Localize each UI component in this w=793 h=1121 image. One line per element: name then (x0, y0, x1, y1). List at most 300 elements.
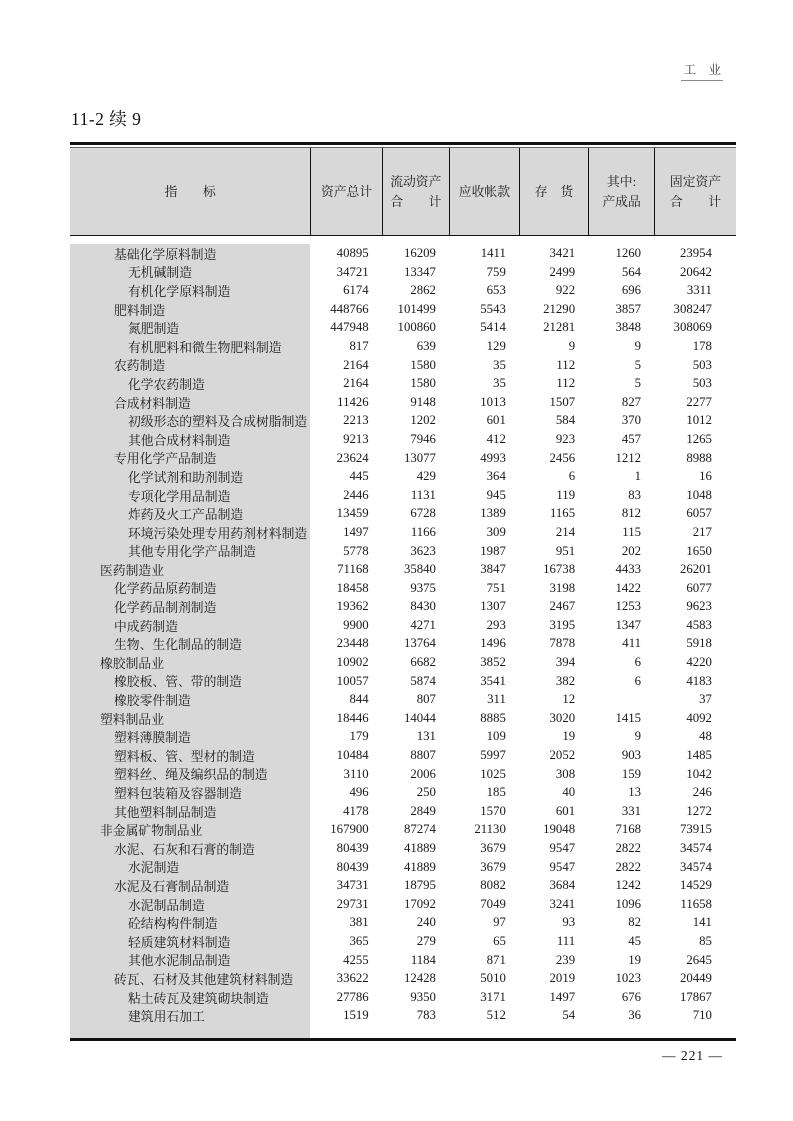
header-accounts-receivable: 应收帐款 (449, 148, 519, 235)
row-label: 专用化学产品制造 (70, 449, 310, 468)
table-row (70, 467, 736, 486)
row-value: 8082 (480, 878, 506, 893)
table-body (70, 236, 736, 1025)
row-label: 有机肥料和微生物肥料制造 (70, 337, 310, 356)
row-value: 447948 (330, 320, 369, 335)
row-value: 9375 (410, 580, 436, 595)
table-row (70, 727, 736, 746)
table-row (70, 393, 736, 412)
row-value: 7878 (549, 636, 576, 651)
row-label: 初级形态的塑料及合成树脂制造 (70, 411, 310, 430)
row-value: 309 (486, 524, 506, 539)
table-row (70, 542, 736, 561)
table-row (70, 1006, 736, 1025)
row-value: 1519 (343, 1008, 369, 1023)
row-value: 676 (621, 989, 642, 1004)
row-value: 71168 (337, 562, 369, 577)
row-value: 23954 (679, 246, 712, 260)
row-value: 1496 (480, 636, 506, 651)
row-value: 653 (486, 283, 506, 298)
table-row (70, 951, 736, 970)
row-label: 其他合成材料制造 (70, 430, 310, 449)
row-value: 503 (692, 376, 712, 391)
row-value: 16 (699, 469, 712, 484)
row-value: 308069 (673, 320, 712, 335)
row-value: 844 (349, 692, 369, 707)
row-value: 83 (628, 487, 642, 502)
row-value: 10902 (336, 655, 369, 670)
row-value: 119 (556, 487, 576, 502)
row-label: 塑料包装箱及容器制造 (70, 783, 310, 802)
row-value: 364 (486, 469, 506, 484)
row-value: 4092 (686, 710, 712, 725)
row-label: 化学药品制剂制造 (70, 597, 310, 616)
statistics-table (70, 142, 736, 1041)
row-value: 696 (621, 283, 642, 298)
row-value: 23448 (336, 636, 369, 651)
table-row (70, 895, 736, 914)
row-value: 6057 (686, 506, 712, 521)
row-value: 5 (634, 357, 642, 372)
row-value: 1023 (615, 971, 642, 986)
row-value: 3311 (686, 283, 712, 298)
row-value: 8430 (410, 599, 436, 614)
row-value: 445 (349, 469, 369, 484)
row-value: 601 (486, 413, 506, 428)
row-value: 3198 (549, 580, 576, 595)
row-label: 塑料薄膜制造 (70, 727, 310, 746)
row-value: 13459 (336, 506, 369, 521)
row-value: 141 (692, 915, 712, 930)
row-value: 1165 (549, 506, 576, 521)
row-value: 29731 (336, 896, 369, 911)
row-value: 5543 (480, 301, 506, 316)
row-value: 246 (692, 785, 712, 800)
row-label: 专项化学用品制造 (70, 486, 310, 505)
row-value: 13764 (403, 636, 436, 651)
row-value: 239 (555, 952, 576, 967)
row-value: 9547 (549, 859, 576, 874)
row-label: 轻质建筑材料制造 (70, 932, 310, 951)
row-value: 87274 (403, 822, 436, 837)
row-value: 1096 (615, 896, 642, 911)
table-row (70, 690, 736, 709)
row-value: 457 (621, 431, 642, 446)
row-label: 其他塑料制品制造 (70, 802, 310, 821)
row-label: 化学试剂和助剂制造 (70, 467, 310, 486)
row-label: 橡胶制品业 (70, 653, 310, 672)
row-value: 214 (555, 524, 576, 539)
row-label: 生物、生化制品的制造 (70, 634, 310, 653)
row-value: 65 (493, 933, 506, 948)
row-value: 3241 (549, 896, 576, 911)
table-row (70, 913, 736, 932)
row-value: 381 (349, 915, 369, 930)
row-value: 6728 (410, 506, 436, 521)
row-value: 2822 (615, 841, 642, 855)
row-value: 6682 (410, 655, 436, 670)
row-value: 21281 (543, 320, 576, 335)
row-value: 100860 (397, 320, 436, 335)
row-value: 308 (555, 766, 576, 781)
row-value: 7946 (410, 431, 436, 446)
row-label: 环境污染处理专用药剂材料制造 (70, 523, 310, 542)
row-value: 9 (568, 338, 576, 353)
row-value: 36 (628, 1008, 642, 1023)
row-value: 13 (628, 785, 642, 800)
row-value: 1415 (615, 710, 642, 725)
row-value: 3623 (410, 543, 436, 558)
row-value: 3852 (480, 655, 506, 670)
table-row (70, 653, 736, 672)
table-row (70, 858, 736, 877)
row-value: 2446 (343, 487, 369, 502)
row-label: 塑料丝、绳及编织品的制造 (70, 765, 310, 784)
row-value: 903 (621, 748, 642, 763)
row-value: 9900 (343, 617, 369, 632)
row-value: 40895 (336, 246, 369, 260)
row-value: 1987 (480, 543, 506, 558)
row-label: 砼结构构件制造 (70, 913, 310, 932)
row-value: 412 (486, 431, 506, 446)
row-label: 粘土砖瓦及建筑砌块制造 (70, 988, 310, 1007)
row-value: 9148 (410, 394, 436, 409)
table-row (70, 281, 736, 300)
row-value: 4271 (410, 617, 436, 632)
row-label: 中成药制造 (70, 616, 310, 635)
row-value: 4178 (343, 803, 369, 818)
row-value: 812 (621, 506, 642, 521)
spacer-stub (70, 1025, 310, 1038)
row-label: 有机化学原料制造 (70, 281, 310, 300)
row-value: 7049 (480, 896, 506, 911)
row-value: 101499 (397, 301, 436, 316)
row-value: 10057 (336, 673, 369, 688)
table-row (70, 263, 736, 282)
row-value: 1184 (410, 952, 436, 967)
row-value: 131 (416, 729, 436, 744)
table-row (70, 430, 736, 449)
row-value: 6 (634, 673, 642, 688)
table-row (70, 560, 736, 579)
row-value: 112 (556, 357, 576, 372)
row-value: 3857 (615, 301, 642, 316)
row-value: 394 (555, 655, 576, 670)
row-value: 159 (621, 766, 642, 781)
row-value: 1411 (480, 246, 506, 260)
table-row (70, 672, 736, 691)
row-value: 1389 (480, 506, 506, 521)
row-label: 化学农药制造 (70, 374, 310, 393)
row-value: 2277 (686, 394, 712, 409)
row-label: 砖瓦、石材及其他建筑材料制造 (70, 969, 310, 988)
row-value: 1048 (686, 487, 712, 502)
row-value: 17092 (403, 896, 436, 911)
row-value: 2849 (410, 803, 436, 818)
row-value: 448766 (330, 301, 369, 316)
row-label: 塑料板、管、型材的制造 (70, 746, 310, 765)
row-value: 27786 (336, 989, 369, 1004)
row-label: 其他专用化学产品制造 (70, 542, 310, 561)
row-value (588, 690, 654, 709)
table-row (70, 820, 736, 839)
row-value: 5414 (480, 320, 506, 335)
row-value: 308247 (673, 301, 712, 316)
row-value: 8807 (410, 748, 436, 763)
row-label: 基础化学原料制造 (70, 244, 310, 263)
row-value: 2456 (549, 450, 576, 465)
row-value: 5010 (480, 971, 506, 986)
table-row (70, 969, 736, 988)
row-label: 非金属矿物制品业 (70, 820, 310, 839)
row-value: 1012 (686, 413, 712, 428)
row-value: 923 (555, 431, 576, 446)
row-value: 9350 (410, 989, 436, 1004)
row-value: 5778 (343, 543, 369, 558)
row-value: 6174 (343, 283, 369, 298)
row-value: 710 (692, 1008, 712, 1023)
row-value: 7168 (615, 822, 642, 837)
row-value: 16738 (543, 562, 576, 577)
row-value: 3847 (480, 562, 506, 577)
row-value: 80439 (336, 859, 369, 874)
row-value: 1042 (686, 766, 712, 781)
table-row (70, 783, 736, 802)
table-footer-spacer (70, 1025, 736, 1038)
table-row (70, 932, 736, 951)
row-value: 639 (416, 338, 436, 353)
row-value: 1570 (480, 803, 506, 818)
row-value: 6 (568, 469, 576, 484)
row-value: 4220 (686, 655, 712, 670)
row-value: 54 (562, 1008, 576, 1023)
row-value: 1272 (686, 803, 712, 818)
row-value: 85 (699, 933, 712, 948)
row-label: 橡胶板、管、带的制造 (70, 672, 310, 691)
row-value: 17867 (679, 989, 712, 1004)
row-label: 水泥制造 (70, 858, 310, 877)
row-value: 2213 (343, 413, 369, 428)
row-value: 759 (486, 264, 506, 279)
row-value: 1242 (615, 878, 642, 893)
row-value: 5874 (410, 673, 436, 688)
row-value: 584 (555, 413, 576, 428)
row-label: 合成材料制造 (70, 393, 310, 412)
row-value: 23624 (336, 450, 369, 465)
row-value: 21130 (474, 822, 506, 837)
row-value: 2164 (343, 357, 369, 372)
row-value: 5997 (480, 748, 506, 763)
table-row (70, 876, 736, 895)
row-value: 6 (634, 655, 642, 670)
row-value: 1497 (343, 524, 369, 539)
header-indicator-label: 指 标 (164, 184, 216, 199)
table-row (70, 634, 736, 653)
table-row (70, 356, 736, 375)
row-value: 1202 (410, 413, 436, 428)
row-value: 382 (555, 673, 576, 688)
row-value: 18458 (336, 580, 369, 595)
row-value: 2499 (549, 264, 576, 279)
row-value: 1422 (615, 580, 642, 595)
row-value: 8988 (686, 450, 712, 465)
table-row (70, 486, 736, 505)
row-value: 3421 (549, 246, 576, 260)
row-value: 21290 (543, 301, 576, 316)
table-row (70, 337, 736, 356)
table-row (70, 523, 736, 542)
row-value: 3020 (549, 710, 576, 725)
row-value: 512 (486, 1008, 506, 1023)
row-value: 20449 (679, 971, 712, 986)
row-value: 19 (628, 952, 642, 967)
row-value: 178 (692, 338, 712, 353)
row-value: 429 (416, 469, 436, 484)
row-value: 2822 (615, 859, 642, 874)
header-current-assets: 流动资产 合 计 (382, 148, 449, 235)
table-row (70, 579, 736, 598)
header-total-assets: 资产总计 (310, 148, 381, 235)
row-value: 496 (349, 785, 369, 800)
row-value: 5 (634, 376, 642, 391)
table-row (70, 709, 736, 728)
row-value: 293 (486, 617, 506, 632)
row-value: 34731 (336, 878, 369, 893)
row-value: 2467 (549, 599, 576, 614)
row-value: 1253 (615, 599, 642, 614)
row-value: 922 (555, 283, 576, 298)
row-value: 9623 (686, 599, 712, 614)
table-row (70, 318, 736, 337)
row-value: 115 (622, 524, 642, 539)
row-label: 其他水泥制品制造 (70, 951, 310, 970)
row-value: 111 (556, 933, 576, 948)
header-indicator (70, 148, 310, 235)
row-label: 氮肥制造 (70, 318, 310, 337)
row-value: 1166 (410, 524, 436, 539)
row-value: 1347 (615, 617, 642, 632)
page-number: — 221 — (662, 1048, 723, 1063)
row-value: 1025 (480, 766, 506, 781)
row-value: 411 (622, 636, 642, 651)
row-value: 1307 (480, 599, 506, 614)
row-value: 751 (486, 580, 506, 595)
table-row (70, 244, 736, 263)
table-row (70, 802, 736, 821)
table-row (70, 597, 736, 616)
row-value: 4183 (686, 673, 712, 688)
row-value: 34721 (336, 264, 369, 279)
row-value: 3679 (480, 859, 506, 874)
row-value: 34574 (679, 841, 712, 855)
row-value: 8885 (480, 710, 506, 725)
row-value: 951 (555, 543, 576, 558)
row-value: 3541 (480, 673, 506, 688)
row-value: 1 (634, 469, 642, 484)
row-value: 365 (349, 933, 369, 948)
row-value: 82 (628, 915, 642, 930)
row-value: 945 (486, 487, 506, 502)
row-value: 19362 (336, 599, 369, 614)
row-value: 34574 (679, 859, 712, 874)
row-value: 97 (493, 915, 506, 930)
row-value: 1131 (410, 487, 436, 502)
row-value: 9213 (343, 431, 369, 446)
row-value: 6077 (686, 580, 712, 595)
header-fixed-assets: 固定资产 合 计 (654, 148, 736, 235)
row-value: 11658 (680, 896, 712, 911)
table-row (70, 374, 736, 393)
row-label: 塑料制品业 (70, 709, 310, 728)
section-corner-label: 工 业 (681, 60, 723, 81)
row-value: 4993 (480, 450, 506, 465)
row-value: 4583 (686, 617, 712, 632)
row-value: 503 (692, 357, 712, 372)
table-row (70, 988, 736, 1007)
row-value: 80439 (336, 841, 369, 855)
row-value: 2164 (343, 376, 369, 391)
row-value: 783 (416, 1008, 436, 1023)
row-value: 3848 (615, 320, 642, 335)
row-value: 13077 (403, 450, 436, 465)
row-label: 水泥及石膏制品制造 (70, 876, 310, 895)
header-finished-products: 其中: 产成品 (588, 148, 654, 235)
table-row (70, 839, 736, 858)
row-value: 2006 (410, 766, 436, 781)
row-value: 1485 (686, 748, 712, 763)
row-value: 16209 (403, 246, 436, 260)
row-value: 3684 (549, 878, 576, 893)
row-value: 331 (621, 803, 642, 818)
row-value: 1580 (410, 376, 436, 391)
row-value: 4255 (343, 952, 369, 967)
row-value: 564 (621, 264, 642, 279)
row-value: 3195 (549, 617, 576, 632)
row-value: 179 (349, 729, 369, 744)
row-value: 250 (416, 785, 436, 800)
row-value: 3679 (480, 841, 506, 855)
table-row (70, 765, 736, 784)
row-value: 871 (486, 952, 506, 967)
row-value: 2052 (549, 748, 576, 763)
row-value: 202 (621, 543, 642, 558)
row-value: 5918 (686, 636, 712, 651)
row-value: 1507 (549, 394, 576, 409)
row-value: 12 (562, 692, 576, 707)
table-header (70, 147, 736, 236)
row-value: 129 (486, 338, 506, 353)
row-value: 11426 (337, 394, 369, 409)
row-value: 10484 (336, 748, 369, 763)
row-value: 185 (486, 785, 506, 800)
row-value: 167900 (330, 822, 369, 837)
row-label: 橡胶零件制造 (70, 690, 310, 709)
row-value: 45 (628, 933, 642, 948)
row-value: 3110 (343, 766, 369, 781)
page-title: 11-2 续 9 (71, 109, 142, 129)
row-value: 13347 (403, 264, 436, 279)
row-value: 19 (562, 729, 576, 744)
row-value: 817 (349, 338, 369, 353)
row-value: 1013 (480, 394, 506, 409)
row-value: 33622 (336, 971, 369, 986)
row-value: 14529 (679, 878, 712, 893)
row-value: 112 (556, 376, 576, 391)
row-value: 9 (634, 729, 642, 744)
row-value: 18446 (336, 710, 369, 725)
row-label: 炸药及火工产品制造 (70, 504, 310, 523)
row-value: 827 (621, 394, 642, 409)
